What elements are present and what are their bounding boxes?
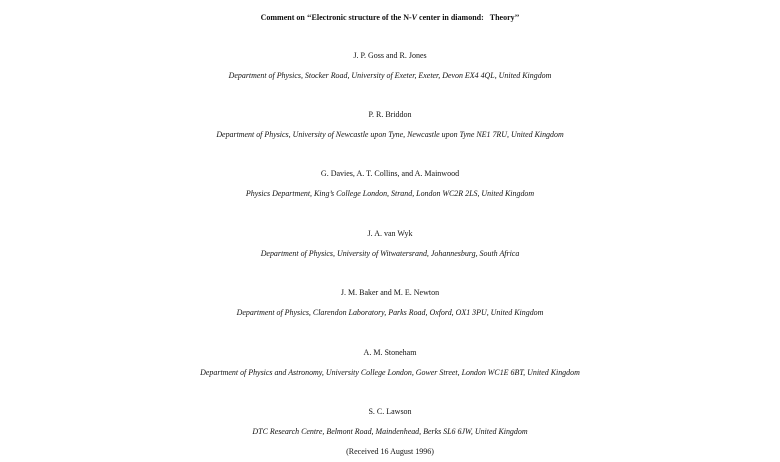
author-names: A. M. Stoneham	[363, 348, 417, 357]
title-suffix: center in diamond: Theory’’	[417, 13, 520, 22]
author-names: G. Davies, A. T. Collins, and A. Mainwood	[320, 169, 460, 178]
author-affiliation: DTC Research Centre, Belmont Road, Maindenhead, Berks SL6 6JW, United Kingdom	[252, 427, 528, 436]
author-affiliation: Department of Physics, University of Witwatersrand, Johannesburg, South Africa	[260, 249, 520, 258]
author-affiliation: Department of Physics and Astronomy, University College London, Gower Street, London WC1E 6BT, United Kingdom	[200, 368, 580, 377]
author-block-davies-collins-mainwood	[0, 164, 780, 203]
author-names: J. A. van Wyk	[367, 229, 413, 238]
author-block-briddon	[0, 105, 780, 144]
title-prefix: Comment on ‘‘Electronic structure of the N-	[260, 13, 412, 22]
author-names: S. C. Lawson	[368, 407, 412, 416]
author-affiliation: Physics Department, King’s College London, Strand, London WC2R 2LS, United Kingdom	[245, 189, 535, 198]
author-affiliation: Department of Physics, Clarendon Laboratory, Parks Road, Oxford, OX1 3PU, United Kingdom	[236, 308, 544, 317]
paper-title	[0, 5, 780, 31]
author-block-baker-newton	[0, 283, 780, 322]
title-italic-variable: V	[411, 13, 418, 22]
author-names: P. R. Briddon	[368, 110, 412, 119]
author-names: J. M. Baker and M. E. Newton	[340, 288, 440, 297]
author-names: J. P. Goss and R. Jones	[353, 51, 427, 60]
author-block-stoneham	[0, 343, 780, 382]
author-affiliation: Department of Physics, University of Newcastle upon Tyne, Newcastle upon Tyne NE1 7RU, United Kingdom	[216, 130, 564, 139]
author-block-lawson	[0, 402, 780, 441]
author-block-van-wyk	[0, 224, 780, 263]
author-affiliation: Department of Physics, Stocker Road, University of Exeter, Exeter, Devon EX4 4QL, United Kingdom	[228, 71, 552, 80]
received-date: (Received 16 August 1996)	[346, 447, 434, 456]
author-block-goss-jones	[0, 46, 780, 85]
